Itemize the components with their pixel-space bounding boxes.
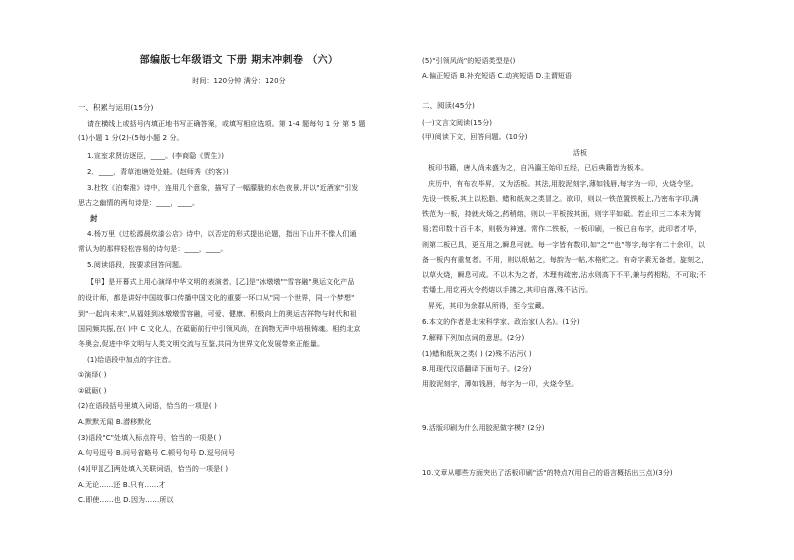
passage-line: 铁范为一板，持就火炀之,药稍熔，则以一平板按其面，则字平如砥。若止印三二本未为简: [422, 210, 702, 218]
question-7: 7.解释下列加点词的意思。(2分): [422, 334, 525, 342]
passage-line: 到"一起向未来",从福娃到冰墩墩雪容融，可爱、健康、积极向上的奥运吉祥物与时代和祖: [78, 310, 357, 318]
passage-line: 备一板内有重复者。不用，则以纸帖之，每韵为一帖,木格贮之。有奇字素无备者，旋刻之，: [422, 256, 709, 264]
sub-question: (1)给语段中加点的字注音。: [87, 356, 176, 364]
passage-line: 板印书籍，唐人尚未盛为之，自冯瀛王始印五经，已后典籍皆为板本。: [428, 164, 649, 172]
question-4: 4.杨万里《过松源晨炊漆公店》诗中，以否定的形式提出论题，指出下山并不像人们通: [87, 230, 357, 238]
question-8-sentence: 用胶泥刻字，薄如钱唇，每字为一印，火烧令坚。: [422, 380, 579, 388]
passage-line: 国同频共振,在( )中 C 文化人，在砥砺前行中引领风尚，在润物无声中培根铸魂。相约北京: [78, 325, 361, 333]
question-6: 6.本文的作者是北宋科学家、政治家(人名)。(1分): [422, 318, 580, 326]
passage-line: 若燔土,用讫再火令药熔以手拂之,其印自落,殊不沾污。: [422, 286, 593, 294]
sub-question: (5)"引领风尚"的短语类型是(): [422, 57, 516, 65]
option-line: A.默默无闻 B.潜移默化: [78, 418, 152, 426]
left-column: [78, 0, 400, 560]
question-10: 10.文章从哪些方面突出了活板印刷"活"的特点?(用自己的语言概括出三点)(3分): [422, 469, 673, 477]
option-line: C.即使……也 D.因为……所以: [78, 496, 174, 504]
option-line: A.句号逗号 B.问号省略号 C.顿号句号 D.逗号问号: [78, 449, 236, 457]
passage-line: 易;若印数十百千本，则极为神速。常作二铁板，一板印刷，一板已自布字，此印者才毕，: [422, 225, 702, 233]
question-1: 1.宣室求贤访逐臣，____。(李商隐《贾生》): [87, 152, 225, 160]
option-line: A.无论……还 B.只有……才: [78, 481, 166, 489]
question-5: 5.阅读语段，按要求回答问题。: [87, 261, 187, 269]
passage-line: 则第二板已具，更互用之,瞬息可就。每一字皆有数印,如"之""也"等字,每字有二十余印，以: [422, 241, 705, 249]
section-heading-reading: 二、阅读(45分): [422, 101, 476, 110]
sub-question-answer: ②砥砺( ): [78, 387, 107, 395]
page-title: 部编版七年级语文 下册 期末冲刺卷 （六）: [139, 55, 339, 66]
sub-question: (3)语段"C"处填入标点符号，恰当的一项是( ): [78, 434, 222, 442]
passage-line: 冬奥会,促进中华文明与人类文明交流与互鉴,共同为世界文化发展带来正能量。: [78, 340, 325, 348]
passage-line: 昇死，其印为余群从所得，至今宝藏。: [428, 302, 549, 310]
question-7-items: (1)蜡和纸灰之类( ) (2)殊不沾污( ): [422, 350, 532, 358]
sub-question-answer: ①演绎( ): [78, 371, 107, 379]
passage-title: 活板: [572, 149, 588, 157]
subsection-heading: (甲)阅读下文，回答问题。(10分): [422, 133, 528, 141]
instruction-line: (1)小题 1 分(2)-(5每小题 2 分。: [78, 134, 184, 142]
passage-line: 【甲】是开幕式上用心演绎中华文明的表演者，[乙]是"冰墩墩""雪容融"奥运文化产品: [87, 278, 355, 286]
question-2: 2．____，青草池塘处处蛙。(赵师秀《约客》): [87, 168, 229, 176]
question-3: 3.杜牧《泊秦淮》诗中，连用几个意象，描写了一幅朦胧的水色夜景,并以"近酒家"引发: [87, 184, 359, 192]
section-heading-accumulation: 一、积累与运用(15分): [78, 103, 154, 112]
instruction-line: 请在横线上或括号内填正地书写正确答案，或填写相应选项。第 1-4 题每句 1 分 第 5 题: [87, 120, 366, 128]
passage-line: 的设计师，都是讲好中国故事口传播中国文化的重要一环口从"同一个世界，同一个梦想": [78, 294, 355, 302]
passage-line: 先设一铁板,其上以松脂、蜡和纸灰之类冒之。欲印，则以一铁范置铁板上,乃密布字印,满: [422, 195, 699, 203]
sub-question: (4)[甲][乙]两处填入关联词语，恰当的一项是( ): [78, 465, 229, 473]
question-3-cont: 思古之幽情的两句诗是：____，____。: [78, 199, 200, 207]
sub-question: (2)在语段括号里填入词语，恰当的一项是( ): [78, 402, 217, 410]
question-9: 9.活版印刷为什么用胶泥做字模? (2分): [422, 424, 545, 432]
subsection-heading: (一)文言文阅读(15分): [422, 119, 493, 127]
question-8: 8.用现代汉语翻译下面句子。(2分): [422, 365, 532, 373]
passage-line: 以草火烧，瞬息可成。不以木为之者，木理有疏密,沾水则高下不平,兼与药相粘，不可取;不: [422, 271, 707, 279]
seal-marker: 封: [90, 214, 98, 223]
question-4-cont: 常认为的那样轻松容易的诗句是：____，____。: [78, 245, 228, 253]
time-info: 时间：120分钟 满分：120分: [192, 77, 286, 85]
right-column: [422, 0, 738, 560]
option-line: A.偏正短语 B.补充短语 C.动宾短语 D.主谓短语: [422, 72, 573, 80]
passage-line: 庆历中，有布衣毕昇，又为活板。其法,用胶泥刻字,薄如钱唇,每字为一印，火烧令坚。: [428, 180, 698, 188]
